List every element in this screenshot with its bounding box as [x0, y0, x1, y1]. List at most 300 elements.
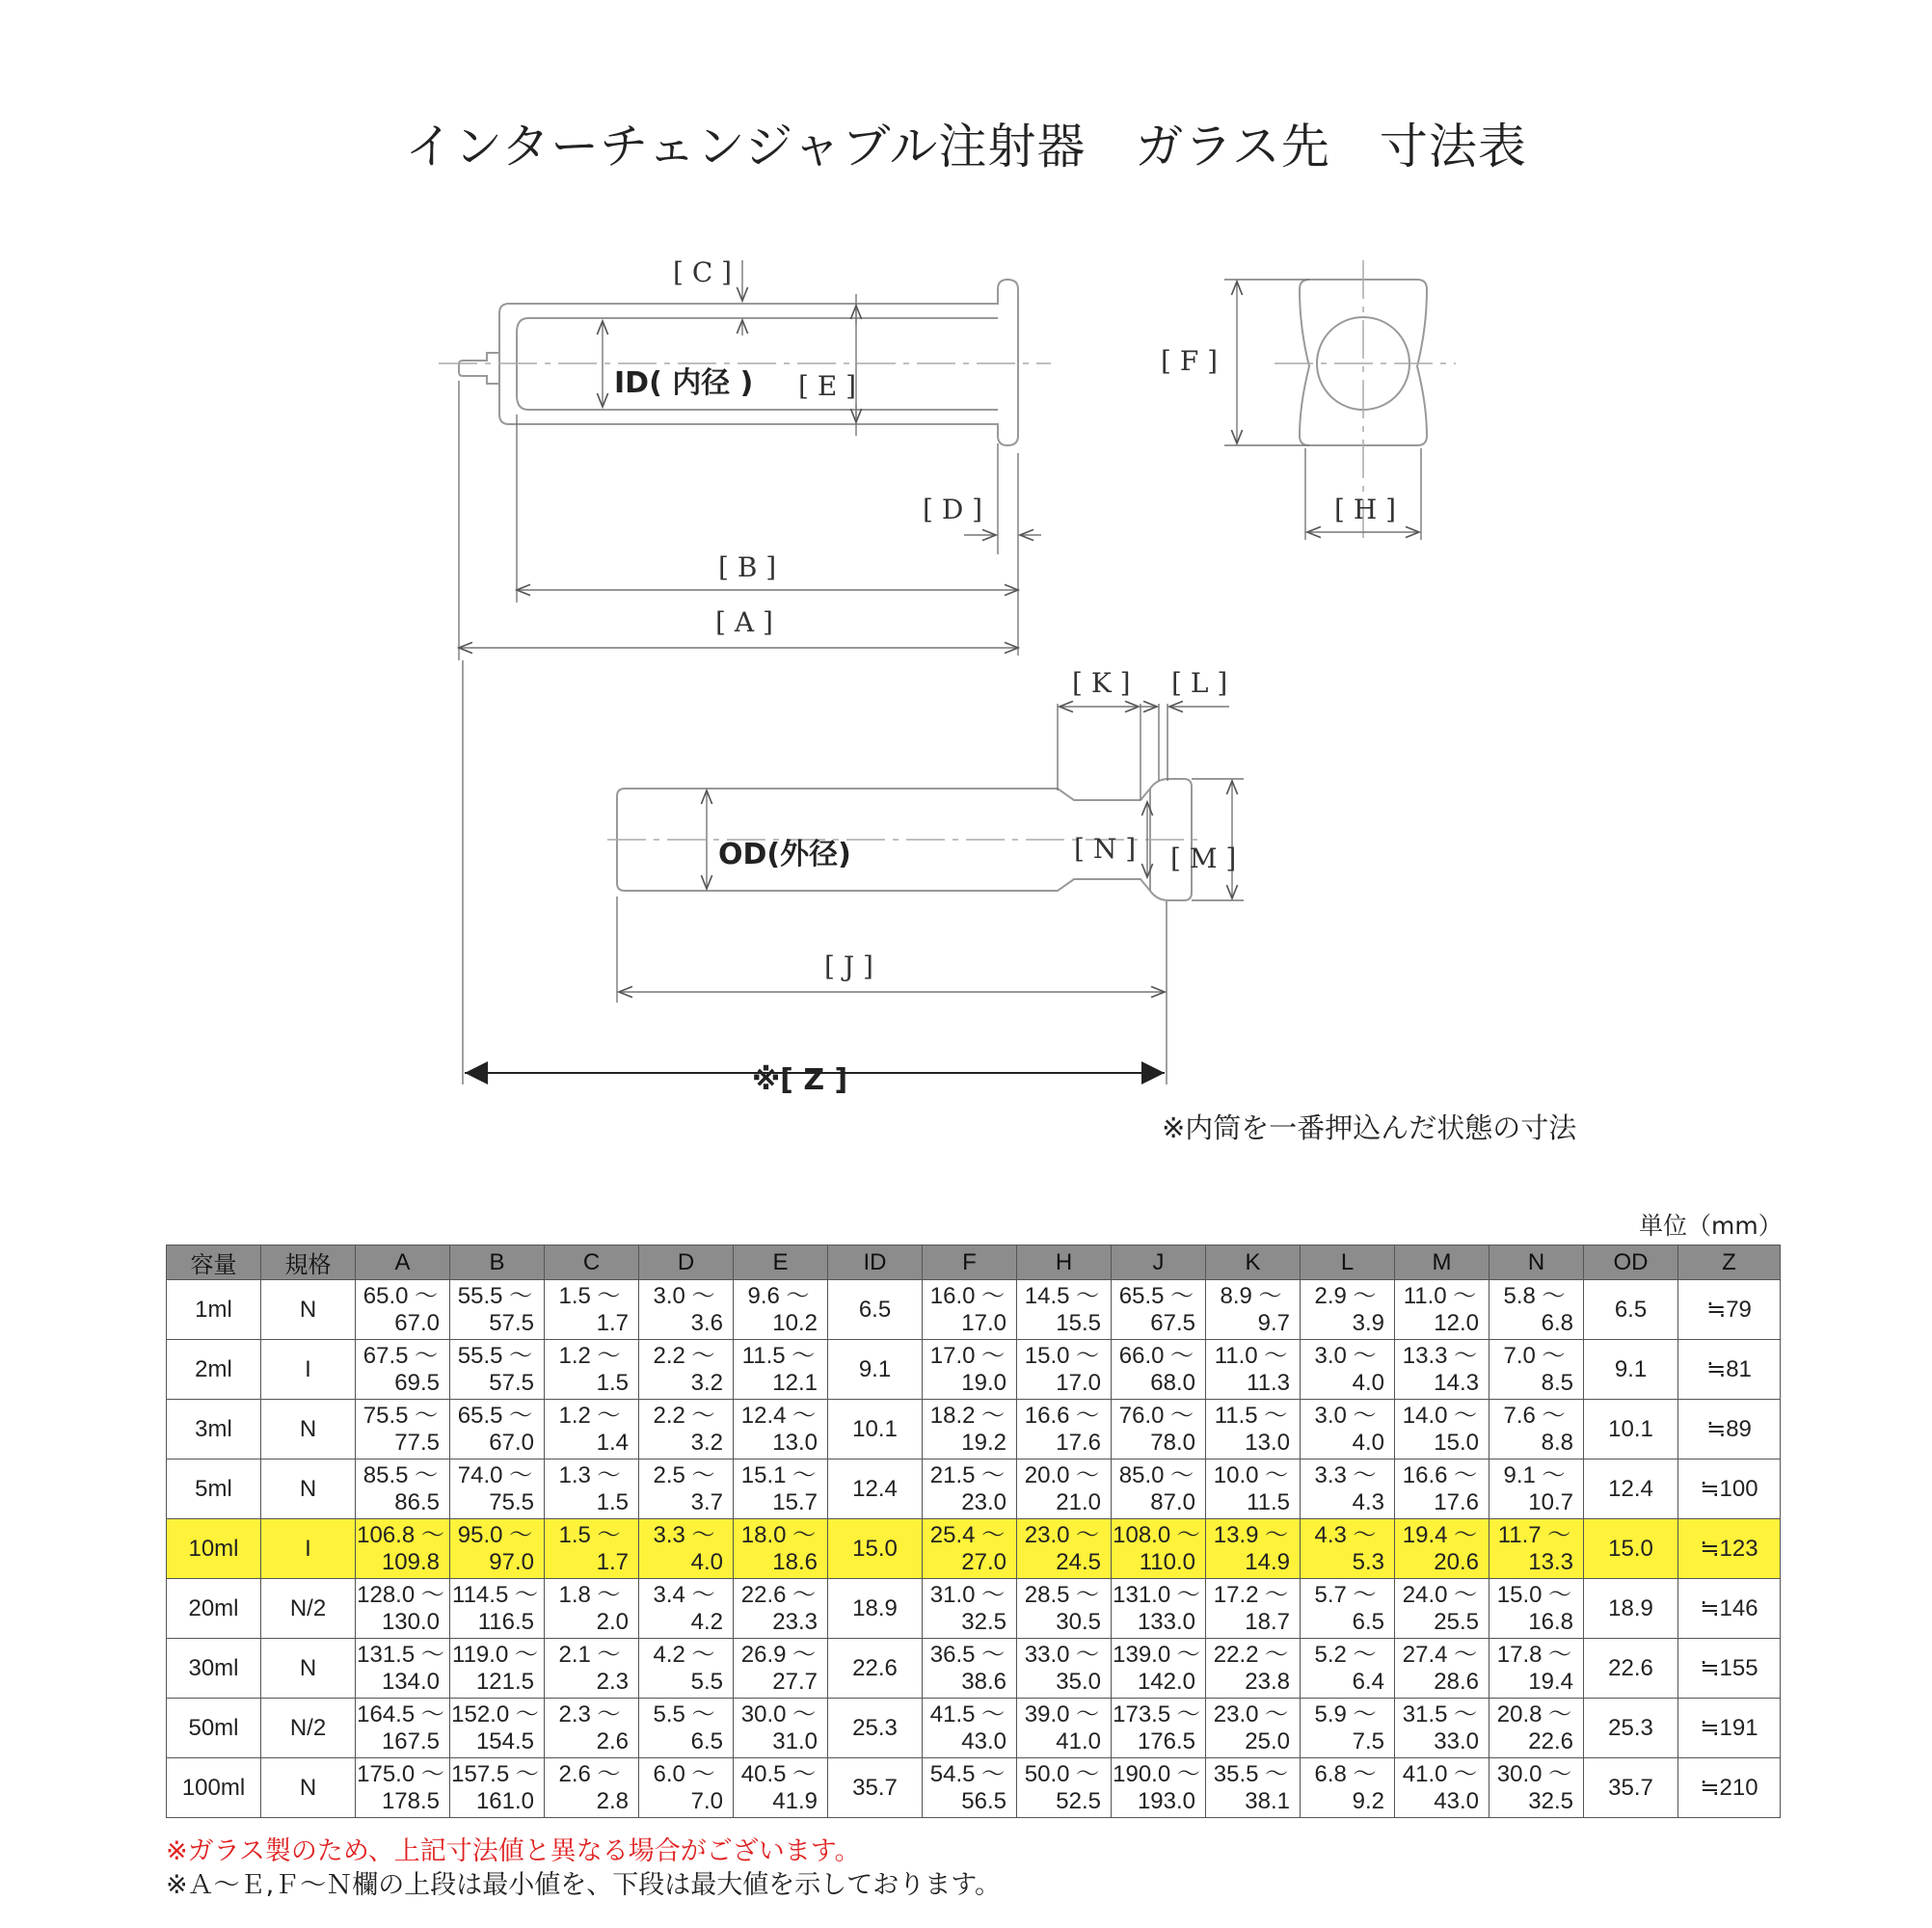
range-max: 2.0	[596, 1608, 629, 1635]
table-cell: 10.1	[1584, 1400, 1678, 1459]
range-max: 30.5	[1056, 1608, 1101, 1635]
table-row	[167, 1699, 1781, 1758]
range-max: 43.0	[961, 1727, 1006, 1754]
table-cell	[1301, 1699, 1395, 1758]
column-header: E	[734, 1245, 828, 1280]
range-min: 36.5 ～	[929, 1641, 1006, 1668]
range-max: 7.0	[690, 1787, 723, 1814]
range-max: 78.0	[1150, 1429, 1195, 1456]
table-cell	[734, 1639, 828, 1699]
table-cell: 10ml	[167, 1519, 261, 1579]
range-max: 18.7	[1245, 1608, 1290, 1635]
label-b: [ B ]	[718, 551, 777, 583]
range-max: 13.0	[772, 1429, 818, 1456]
table-cell	[1395, 1400, 1489, 1459]
range-max: 8.8	[1541, 1429, 1573, 1456]
range-min: 20.8 ～	[1496, 1700, 1572, 1727]
range-max: 3.2	[690, 1429, 723, 1456]
table-cell	[1206, 1639, 1301, 1699]
range-max: 41.0	[1056, 1727, 1101, 1754]
range-min: 95.0 ～	[457, 1521, 533, 1548]
range-max: 15.0	[1434, 1429, 1479, 1456]
table-cell	[1112, 1459, 1206, 1519]
table-row	[167, 1280, 1781, 1340]
range-max: 167.5	[381, 1727, 440, 1754]
column-header: D	[639, 1245, 734, 1280]
range-min: 5.5 ～	[653, 1700, 715, 1727]
column-header: 規格	[261, 1245, 356, 1280]
table-cell	[450, 1519, 545, 1579]
table-cell: ≒79	[1678, 1280, 1781, 1340]
table-cell	[1017, 1459, 1112, 1519]
range-max: 3.6	[690, 1309, 723, 1336]
table-cell	[356, 1400, 450, 1459]
table-cell	[1017, 1280, 1112, 1340]
range-max: 24.5	[1056, 1548, 1101, 1575]
table-cell	[923, 1519, 1017, 1579]
range-max: 5.5	[690, 1668, 723, 1695]
range-max: 142.0	[1137, 1668, 1195, 1695]
range-min: 6.8 ～	[1314, 1760, 1377, 1787]
range-min: 1.2 ～	[558, 1342, 621, 1369]
range-min: 54.5 ～	[929, 1760, 1006, 1787]
range-min: 11.0 ～	[1403, 1282, 1477, 1309]
table-cell	[639, 1280, 734, 1340]
table-cell	[1112, 1340, 1206, 1400]
range-max: 86.5	[394, 1488, 440, 1515]
table-cell: 35.7	[1584, 1758, 1678, 1818]
range-min: 152.0 ～	[451, 1700, 539, 1727]
table-cell: 100ml	[167, 1758, 261, 1818]
range-min: 3.0 ～	[1314, 1342, 1377, 1369]
range-min: 22.2 ～	[1213, 1641, 1289, 1668]
table-cell	[1017, 1579, 1112, 1639]
range-max: 14.3	[1434, 1369, 1479, 1396]
range-max: 121.5	[475, 1668, 534, 1695]
table-cell	[734, 1758, 828, 1818]
table-row	[167, 1400, 1781, 1459]
table-cell: ≒89	[1678, 1400, 1781, 1459]
table-cell	[545, 1280, 639, 1340]
table-cell	[356, 1579, 450, 1639]
table-cell	[923, 1758, 1017, 1818]
range-min: 85.0 ～	[1118, 1461, 1194, 1488]
table-row	[167, 1340, 1781, 1400]
table-cell	[450, 1400, 545, 1459]
range-min: 7.6 ～	[1503, 1402, 1566, 1429]
label-z: ※[ Z ]	[752, 1063, 848, 1097]
table-cell	[1489, 1579, 1584, 1639]
range-min: 3.3 ～	[1314, 1461, 1377, 1488]
table-cell: N/2	[261, 1699, 356, 1758]
table-cell	[639, 1758, 734, 1818]
table-cell	[734, 1340, 828, 1400]
range-max: 1.5	[596, 1369, 629, 1396]
range-max: 21.0	[1056, 1488, 1101, 1515]
table-cell	[1395, 1758, 1489, 1818]
table-cell: ≒100	[1678, 1459, 1781, 1519]
range-min: 74.0 ～	[457, 1461, 533, 1488]
range-min: 18.0 ～	[740, 1521, 817, 1548]
range-max: 2.6	[596, 1727, 629, 1754]
table-cell	[1017, 1639, 1112, 1699]
table-cell	[450, 1280, 545, 1340]
table-cell	[1489, 1519, 1584, 1579]
range-min: 17.0 ～	[929, 1342, 1006, 1369]
range-max: 130.0	[381, 1608, 440, 1635]
table-cell	[1112, 1400, 1206, 1459]
range-min: 3.4 ～	[653, 1581, 715, 1608]
range-max: 178.5	[381, 1787, 440, 1814]
table-row	[167, 1639, 1781, 1699]
table-cell	[356, 1340, 450, 1400]
table-cell	[923, 1400, 1017, 1459]
range-max: 4.3	[1352, 1488, 1384, 1515]
label-a: [ A ]	[715, 606, 773, 638]
range-min: 131.0 ～	[1113, 1581, 1200, 1608]
range-min: 25.4 ～	[929, 1521, 1006, 1548]
table-cell	[1395, 1280, 1489, 1340]
table-cell	[1301, 1400, 1395, 1459]
range-max: 7.5	[1352, 1727, 1384, 1754]
range-max: 17.6	[1434, 1488, 1479, 1515]
range-min: 16.6 ～	[1402, 1461, 1478, 1488]
table-cell: 20ml	[167, 1579, 261, 1639]
table-cell: 12.4	[828, 1459, 923, 1519]
range-min: 108.0 ～	[1113, 1521, 1200, 1548]
table-cell: 12.4	[1584, 1459, 1678, 1519]
table-header-row	[167, 1245, 1781, 1280]
range-max: 43.0	[1434, 1787, 1479, 1814]
range-max: 161.0	[475, 1787, 534, 1814]
range-min: 23.0 ～	[1213, 1700, 1289, 1727]
range-min: 23.0 ～	[1024, 1521, 1100, 1548]
range-max: 77.5	[394, 1429, 440, 1456]
table-cell	[356, 1758, 450, 1818]
table-cell	[356, 1459, 450, 1519]
range-min: 22.6 ～	[740, 1581, 817, 1608]
table-cell	[1206, 1519, 1301, 1579]
range-min: 2.9 ～	[1314, 1282, 1377, 1309]
range-min: 30.0 ～	[740, 1700, 817, 1727]
range-max: 32.5	[961, 1608, 1006, 1635]
range-min: 2.2 ～	[653, 1402, 715, 1429]
table-cell	[734, 1519, 828, 1579]
table-cell	[1301, 1340, 1395, 1400]
table-cell	[639, 1459, 734, 1519]
range-max: 75.5	[489, 1488, 534, 1515]
table-cell	[1395, 1639, 1489, 1699]
range-min: 6.0 ～	[653, 1760, 715, 1787]
table-cell	[734, 1459, 828, 1519]
range-max: 19.0	[961, 1369, 1006, 1396]
table-cell: N	[261, 1400, 356, 1459]
table-cell	[734, 1400, 828, 1459]
label-k: [ K ]	[1072, 667, 1131, 699]
table-cell	[356, 1519, 450, 1579]
label-d: [ D ]	[923, 494, 983, 525]
range-max: 6.4	[1352, 1668, 1384, 1695]
range-min: 1.8 ～	[558, 1581, 621, 1608]
range-max: 4.0	[1352, 1369, 1384, 1396]
range-min: 106.8 ～	[357, 1521, 444, 1548]
range-max: 11.3	[1247, 1369, 1290, 1396]
table-cell	[1112, 1758, 1206, 1818]
range-min: 17.8 ～	[1496, 1641, 1572, 1668]
range-max: 22.6	[1528, 1727, 1573, 1754]
range-min: 9.6 ～	[747, 1282, 810, 1309]
range-min: 50.0 ～	[1024, 1760, 1100, 1787]
range-max: 68.0	[1150, 1369, 1195, 1396]
label-id: ID( 内径 )	[614, 366, 754, 400]
range-max: 16.8	[1528, 1608, 1573, 1635]
table-cell	[1112, 1519, 1206, 1579]
range-max: 57.5	[489, 1309, 534, 1336]
range-min: 76.0 ～	[1118, 1402, 1194, 1429]
range-min: 1.2 ～	[558, 1402, 621, 1429]
table-cell	[450, 1579, 545, 1639]
table-cell	[1489, 1758, 1584, 1818]
range-max: 110.0	[1139, 1548, 1195, 1575]
table-cell	[1301, 1758, 1395, 1818]
range-max: 31.0	[772, 1727, 818, 1754]
table-cell: 35.7	[828, 1758, 923, 1818]
label-e: [ E ]	[798, 370, 857, 402]
range-max: 6.5	[1352, 1608, 1384, 1635]
label-n: [ N ]	[1074, 833, 1137, 865]
table-cell	[1489, 1400, 1584, 1459]
table-row	[167, 1579, 1781, 1639]
range-min: 65.5 ～	[1118, 1282, 1194, 1309]
range-min: 35.5 ～	[1213, 1760, 1289, 1787]
column-header: N	[1489, 1245, 1584, 1280]
range-max: 4.2	[690, 1608, 723, 1635]
table-cell	[450, 1699, 545, 1758]
table-cell: ≒81	[1678, 1340, 1781, 1400]
range-min: 65.5 ～	[457, 1402, 533, 1429]
column-header: 容量	[167, 1245, 261, 1280]
column-header: B	[450, 1245, 545, 1280]
range-min: 2.3 ～	[558, 1700, 621, 1727]
range-max: 9.7	[1257, 1309, 1290, 1336]
range-max: 41.9	[772, 1787, 818, 1814]
range-min: 139.0 ～	[1113, 1641, 1200, 1668]
range-min: 175.0 ～	[357, 1760, 444, 1787]
footnote-glass-warning: ※ガラス製のため、上記寸法値と異なる場合がございます。	[166, 1836, 861, 1866]
column-header: L	[1301, 1245, 1395, 1280]
table-cell	[1301, 1519, 1395, 1579]
column-header: F	[923, 1245, 1017, 1280]
range-max: 23.0	[961, 1488, 1006, 1515]
range-min: 114.5 ～	[452, 1581, 538, 1608]
range-min: 5.2 ～	[1314, 1641, 1377, 1668]
range-min: 11.5 ～	[741, 1342, 816, 1369]
range-max: 20.6	[1434, 1548, 1479, 1575]
pressed-state-note: ※内筒を一番押込んだ状態の寸法	[1162, 1111, 1577, 1144]
range-min: 9.1 ～	[1503, 1461, 1566, 1488]
table-cell	[734, 1579, 828, 1639]
table-cell	[1395, 1340, 1489, 1400]
range-max: 13.0	[1245, 1429, 1290, 1456]
table-cell: 2ml	[167, 1340, 261, 1400]
range-min: 3.3 ～	[653, 1521, 715, 1548]
table-cell	[639, 1639, 734, 1699]
range-min: 28.5 ～	[1024, 1581, 1100, 1608]
table-cell	[1112, 1280, 1206, 1340]
range-max: 17.6	[1056, 1429, 1101, 1456]
range-max: 14.9	[1245, 1548, 1290, 1575]
range-min: 65.0 ～	[362, 1282, 439, 1309]
range-min: 15.1 ～	[740, 1461, 817, 1488]
range-min: 55.5 ～	[457, 1282, 533, 1309]
table-cell	[1489, 1639, 1584, 1699]
footnote-min-max: ※Ａ～Ｅ,Ｆ～Ｎ欄の上段は最小値を、下段は最大値を示しております。	[166, 1870, 1002, 1900]
table-cell	[1206, 1579, 1301, 1639]
table-row	[167, 1519, 1781, 1579]
range-min: 41.5 ～	[929, 1700, 1006, 1727]
table-cell: N	[261, 1639, 356, 1699]
range-max: 12.1	[772, 1369, 818, 1396]
table-cell	[1206, 1758, 1301, 1818]
range-max: 23.3	[772, 1608, 818, 1635]
range-max: 13.3	[1528, 1548, 1573, 1575]
range-max: 87.0	[1150, 1488, 1195, 1515]
range-min: 2.6 ～	[558, 1760, 621, 1787]
table-cell: 50ml	[167, 1699, 261, 1758]
table-cell	[639, 1400, 734, 1459]
table-cell	[1017, 1340, 1112, 1400]
range-max: 4.0	[1352, 1429, 1384, 1456]
table-cell	[545, 1340, 639, 1400]
table-cell	[1395, 1459, 1489, 1519]
range-max: 3.2	[690, 1369, 723, 1396]
range-max: 67.0	[394, 1309, 440, 1336]
table-cell	[1112, 1699, 1206, 1758]
table-cell: 25.3	[828, 1699, 923, 1758]
table-cell	[545, 1459, 639, 1519]
table-cell	[450, 1459, 545, 1519]
range-min: 1.5 ～	[558, 1282, 621, 1309]
table-cell	[1395, 1579, 1489, 1639]
range-min: 5.7 ～	[1314, 1581, 1377, 1608]
label-h: [ H ]	[1334, 494, 1397, 525]
range-min: 5.8 ～	[1503, 1282, 1566, 1309]
range-max: 15.7	[772, 1488, 818, 1515]
range-min: 21.5 ～	[929, 1461, 1006, 1488]
range-max: 18.6	[772, 1548, 818, 1575]
range-min: 4.2 ～	[653, 1641, 715, 1668]
label-m: [ M ]	[1170, 843, 1237, 874]
label-od: OD(外径)	[718, 838, 851, 871]
range-max: 2.8	[596, 1787, 629, 1814]
table-cell	[639, 1699, 734, 1758]
range-max: 69.5	[394, 1369, 440, 1396]
range-min: 128.0 ～	[357, 1581, 444, 1608]
table-cell	[1206, 1280, 1301, 1340]
table-cell: N/2	[261, 1579, 356, 1639]
table-cell	[450, 1639, 545, 1699]
table-cell: ≒146	[1678, 1579, 1781, 1639]
range-max: 56.5	[961, 1787, 1006, 1814]
table-cell: 15.0	[1584, 1519, 1678, 1579]
range-min: 7.0 ～	[1503, 1342, 1566, 1369]
label-l: [ L ]	[1171, 667, 1228, 699]
table-cell	[545, 1639, 639, 1699]
range-max: 1.4	[596, 1429, 629, 1456]
table-cell	[639, 1519, 734, 1579]
range-min: 12.4 ～	[740, 1402, 817, 1429]
table-cell	[734, 1280, 828, 1340]
table-cell	[545, 1519, 639, 1579]
range-max: 176.5	[1137, 1727, 1195, 1754]
range-max: 109.8	[381, 1548, 440, 1575]
table-row	[167, 1758, 1781, 1818]
barrel-outline	[459, 280, 1018, 445]
range-max: 2.3	[596, 1668, 629, 1695]
column-header: OD	[1584, 1245, 1678, 1280]
page-title: インターチェンジャブル注射器 ガラス先 寸法表	[405, 119, 1527, 174]
table-cell	[923, 1639, 1017, 1699]
range-max: 3.7	[690, 1488, 723, 1515]
range-min: 16.0 ～	[929, 1282, 1006, 1309]
range-max: 133.0	[1137, 1608, 1195, 1635]
range-min: 173.5 ～	[1113, 1700, 1200, 1727]
range-min: 11.7 ～	[1497, 1521, 1571, 1548]
table-cell	[1489, 1459, 1584, 1519]
table-cell	[545, 1579, 639, 1639]
range-max: 38.6	[961, 1668, 1006, 1695]
range-max: 134.0	[381, 1668, 440, 1695]
range-min: 14.5 ～	[1024, 1282, 1100, 1309]
table-cell: 22.6	[1584, 1639, 1678, 1699]
flange-end-view	[1300, 280, 1427, 445]
range-min: 190.0 ～	[1113, 1760, 1200, 1787]
table-cell: ≒210	[1678, 1758, 1781, 1818]
table-cell	[1206, 1340, 1301, 1400]
table-cell: 3ml	[167, 1400, 261, 1459]
range-max: 116.5	[477, 1608, 534, 1635]
table-cell	[639, 1579, 734, 1639]
range-min: 11.5 ～	[1214, 1402, 1288, 1429]
table-cell: I	[261, 1340, 356, 1400]
column-header: K	[1206, 1245, 1301, 1280]
table-cell: 6.5	[828, 1280, 923, 1340]
range-min: 18.2 ～	[929, 1402, 1006, 1429]
table-cell: 22.6	[828, 1639, 923, 1699]
range-min: 3.0 ～	[1314, 1402, 1377, 1429]
label-c: [ C ]	[673, 256, 733, 288]
table-cell	[450, 1758, 545, 1818]
table-cell	[923, 1280, 1017, 1340]
range-min: 5.9 ～	[1314, 1700, 1377, 1727]
range-min: 2.5 ～	[653, 1461, 715, 1488]
range-min: 41.0 ～	[1402, 1760, 1478, 1787]
range-min: 39.0 ～	[1024, 1700, 1100, 1727]
range-max: 1.7	[596, 1548, 629, 1575]
range-max: 32.5	[1528, 1787, 1573, 1814]
range-max: 17.0	[1056, 1369, 1101, 1396]
table-cell: ≒191	[1678, 1699, 1781, 1758]
table-cell: 18.9	[828, 1579, 923, 1639]
range-min: 119.0 ～	[452, 1641, 538, 1668]
table-cell	[1301, 1579, 1395, 1639]
range-min: 33.0 ～	[1024, 1641, 1100, 1668]
range-max: 67.5	[1150, 1309, 1195, 1336]
table-cell	[356, 1699, 450, 1758]
table-cell	[1206, 1459, 1301, 1519]
table-cell: 9.1	[828, 1340, 923, 1400]
table-cell	[356, 1639, 450, 1699]
